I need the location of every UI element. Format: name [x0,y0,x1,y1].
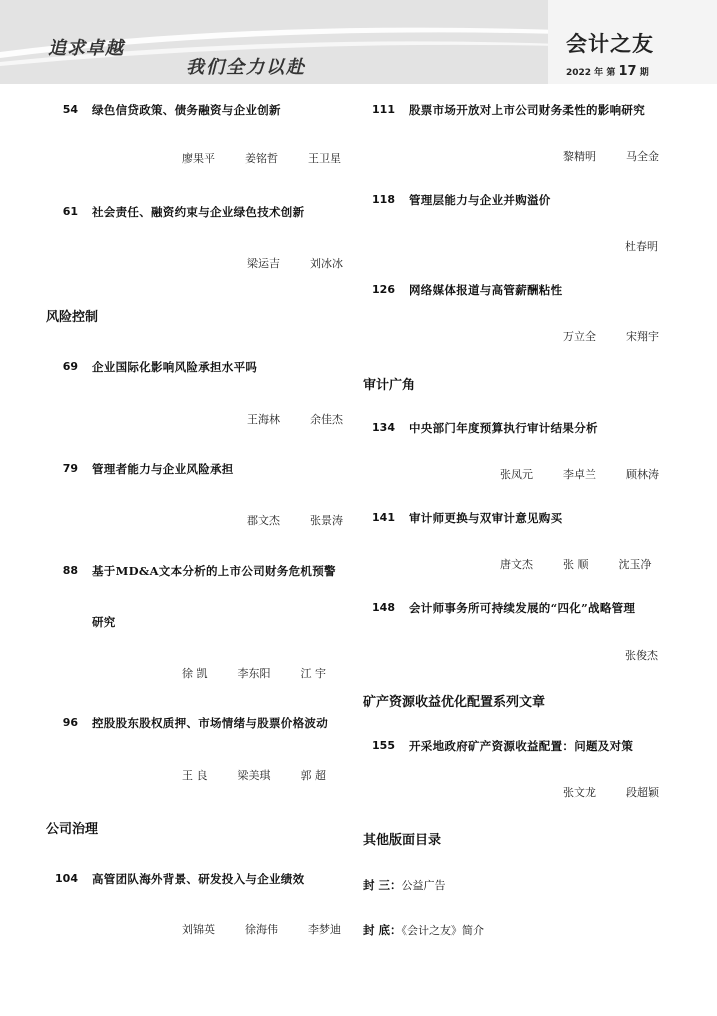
author: 郡文杰 [247,514,280,527]
toc-authors [182,150,341,166]
toc-authors [563,148,659,164]
issue-year: 2022 年 第 [566,68,616,78]
author: 张文龙 [563,786,596,799]
toc-article-title[interactable]: 企业国际化影响风险承担水平吗 [92,360,258,374]
toc-article-title-continued[interactable]: 研究 [92,615,116,629]
toc-page-number: 69 [62,360,78,373]
author: 张凤元 [500,468,533,481]
toc-page-number: 134 [372,421,395,434]
slogan-line2: 我们全力以赴 [186,57,306,78]
toc-page-number: 141 [372,511,395,524]
toc-article-title[interactable]: 开采地政府矿产资源收益配置：问题及对策 [409,739,634,753]
author: 张俊杰 [625,649,658,662]
toc-authors [247,255,343,271]
author: 王 良 [182,769,208,782]
toc-authors [625,647,658,663]
author: 郭 超 [300,769,326,782]
header-banner [0,0,717,84]
toc-article-title[interactable]: 会计师事务所可持续发展的“四化”战略管理 [409,601,636,615]
toc-authors [563,784,659,800]
toc-page-number: 61 [62,205,78,218]
toc-article-title[interactable]: 控股股东股权质押、市场情绪与股票价格波动 [92,716,328,730]
author: 王卫星 [308,152,341,165]
author: 唐文杰 [500,558,533,571]
author: 姜铭哲 [245,152,278,165]
author: 李卓兰 [563,468,596,481]
toc-authors [500,556,652,572]
toc-article-title[interactable]: 股票市场开放对上市公司财务柔性的影响研究 [409,103,645,117]
issue-number: 17 [618,64,637,79]
author: 刘冰冰 [310,257,343,270]
toc-page-number: 126 [372,283,395,296]
author: 梁运吉 [247,257,280,270]
toc-page-number: 96 [62,716,78,729]
issue-info [566,64,649,79]
toc-page-number: 118 [372,193,395,206]
author: 李东阳 [237,667,271,680]
toc-article-title[interactable]: 管理者能力与企业风险承担 [92,462,234,476]
author: 徐 凯 [182,667,208,680]
other-item-label: 封 底： [363,923,402,937]
toc-authors [563,328,659,344]
toc-page-number: 88 [62,564,78,577]
author: 沈玉净 [618,558,652,571]
toc-page-number: 148 [372,601,395,614]
other-item-label: 封 三： [363,878,402,892]
author: 张 顺 [563,558,589,571]
toc-authors [500,466,659,482]
toc-article-title[interactable]: 高管团队海外背景、研发投入与企业绩效 [92,872,305,886]
author: 李梦迪 [308,923,341,936]
author: 黎精明 [563,150,596,163]
author: 徐海伟 [245,923,278,936]
author: 余佳杰 [310,413,343,426]
author: 顾林涛 [626,468,659,481]
toc-page-number: 155 [372,739,395,752]
toc-authors [247,411,343,427]
other-item-back-inside-cover [363,877,446,893]
toc-page-number: 111 [372,103,395,116]
toc-authors [625,238,658,254]
toc-page-number: 54 [62,103,78,116]
author: 万立全 [563,330,596,343]
magazine-title: 会计之友 [566,32,654,56]
section-heading-audit: 审计广角 [363,378,416,393]
other-item-value: 公益广告 [401,879,446,892]
author: 梁美琪 [237,769,271,782]
toc-article-title[interactable]: 审计师更换与双审计意见购买 [409,511,563,525]
author: 刘锦英 [182,923,215,936]
toc-authors [182,767,326,783]
author: 张景涛 [310,514,343,527]
toc-authors [247,512,343,528]
toc-article-title[interactable]: 基于MD&A文本分析的上市公司财务危机预警 [92,564,336,578]
toc-article-title[interactable]: 绿色信贷政策、债务融资与企业创新 [92,103,281,117]
toc-article-title[interactable]: 网络媒体报道与高管薪酬粘性 [409,283,563,297]
toc-page-number: 79 [62,462,78,475]
section-heading-mineral-series: 矿产资源收益优化配置系列文章 [363,695,546,710]
author: 宋翔宇 [626,330,659,343]
section-heading-risk: 风险控制 [46,310,99,325]
slogan-line1: 追求卓越 [48,38,124,59]
author: 段超颖 [626,786,659,799]
other-item-back-cover [363,922,484,938]
toc-authors [182,665,326,681]
section-heading-governance: 公司治理 [46,822,99,837]
author: 马全金 [626,150,659,163]
other-item-value: 《会计之友》简介 [401,924,485,937]
toc-page-number: 104 [55,872,78,885]
issue-suffix: 期 [639,68,649,78]
toc-article-title[interactable]: 管理层能力与企业并购溢价 [409,193,551,207]
toc-article-title[interactable]: 中央部门年度预算执行审计结果分析 [409,421,598,435]
author: 王海林 [247,413,280,426]
section-heading-other: 其他版面目录 [363,833,442,848]
author: 廖果平 [182,152,215,165]
toc-article-title[interactable]: 社会责任、融资约束与企业绿色技术创新 [92,205,305,219]
author: 江 宇 [300,667,326,680]
toc-authors [182,921,341,937]
author: 杜春明 [625,240,658,253]
